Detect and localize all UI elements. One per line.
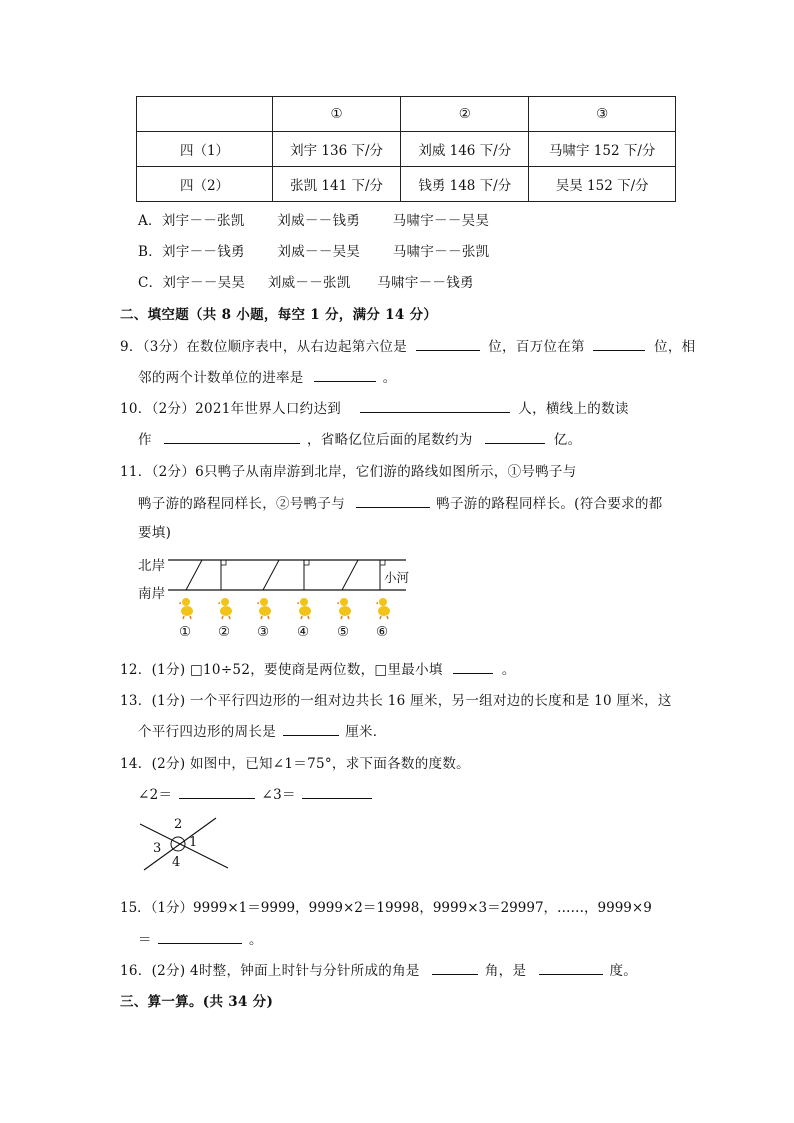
option-b-part: 刘威－－吴昊	[277, 244, 361, 260]
swim-table	[136, 96, 676, 202]
table-cell: 马啸宇 152 下/分	[529, 132, 676, 167]
table-cell: 四（2）	[137, 167, 273, 202]
option-c-part: 马啸宇－－钱勇	[377, 275, 474, 291]
table-row	[137, 167, 676, 202]
question-10-line-1	[120, 397, 629, 417]
answer-blank[interactable]	[485, 431, 545, 444]
answer-blank[interactable]	[314, 369, 376, 382]
vertex-circle	[171, 837, 185, 851]
table-header-cell: ①	[273, 97, 401, 132]
angle-label: 2	[174, 817, 183, 832]
angle-label: 1	[189, 835, 198, 850]
table-header-cell: ②	[401, 97, 529, 132]
question-16	[120, 959, 637, 979]
q12-text: 12．(1分) □10÷52，要使商是两位数，□里最小填	[120, 662, 443, 678]
duck-path-3	[263, 560, 279, 590]
q16-text: 16．(2分) 4时整，钟面上时针与分针所成的角是	[120, 963, 420, 979]
question-10-line-2	[138, 428, 581, 448]
duck-path-5	[342, 560, 358, 590]
q14-text: ∠2＝	[138, 787, 173, 803]
duck-number: ①	[179, 624, 192, 640]
section-3-title: 三、算一算。(共 34 分)	[120, 994, 274, 1010]
q15-text: 。	[249, 932, 263, 948]
duck-number: ③	[257, 624, 270, 640]
duck-path-1	[186, 560, 202, 590]
q13-text: 个平行四边形的周长是	[138, 724, 276, 740]
answer-blank[interactable]	[360, 400, 510, 413]
table-cell: 钱勇 148 下/分	[401, 167, 529, 202]
table-header-row	[137, 97, 676, 132]
q11-text: 鸭子游的路程同样长。(符合要求的都	[436, 496, 663, 512]
answer-blank[interactable]	[432, 962, 478, 975]
duck-number: ⑤	[337, 624, 350, 640]
table-row	[137, 132, 676, 167]
q13-text: 厘米．	[345, 724, 387, 740]
option-a	[138, 209, 489, 229]
option-a-part: A．刘宇－－张凯	[138, 213, 245, 229]
q16-text: 角，是	[484, 963, 527, 979]
angle-label: 3	[153, 841, 162, 856]
answer-blank[interactable]	[453, 661, 493, 674]
option-c-part: 刘威－－张凯	[267, 275, 351, 291]
duck-icon	[337, 594, 353, 620]
option-c-part: C．刘宇－－吴昊	[138, 275, 246, 291]
table-cell: 四（1）	[137, 132, 273, 167]
q10-text: 亿。	[553, 432, 582, 448]
option-b-part: B．刘宇－－钱勇	[138, 244, 245, 260]
right-angle-mark	[380, 560, 385, 565]
option-b	[138, 240, 489, 260]
q16-text: 度。	[609, 963, 638, 979]
question-15-line-2	[138, 928, 263, 948]
south-bank-label: 南岸	[138, 586, 166, 602]
table-header-cell	[137, 97, 273, 132]
question-13-line-1: 13．(1分) 一个平行四边形的一组对边共长 16 厘米，另一组对边的长度和是 10 厘米，这	[120, 693, 672, 709]
right-angle-mark	[221, 560, 226, 565]
question-15-line-1: 15．（1分）9999×1＝9999，9999×2＝19998，9999×3＝29997，……，9999×9	[120, 900, 652, 916]
q11-text: 鸭子游的路程同样长，②号鸭子与	[138, 496, 345, 512]
question-9-line-1	[120, 335, 695, 355]
table-header-cell: ③	[529, 97, 676, 132]
duck-icon	[257, 594, 273, 620]
duck-number: ⑥	[376, 624, 389, 640]
question-13-line-2	[138, 720, 387, 740]
question-14-line-1: 14．(2分) 如图中，已知∠1＝75°，求下面各数的度数。	[120, 756, 470, 772]
answer-blank[interactable]	[416, 338, 480, 351]
answer-blank[interactable]	[593, 338, 645, 351]
option-b-part: 马啸宇－－张凯	[392, 244, 490, 260]
duck-icon	[218, 594, 234, 620]
answer-blank[interactable]	[356, 495, 430, 508]
question-12	[120, 658, 516, 678]
section-2-title: 二、填空题（共 8 小题，每空 1 分，满分 14 分）	[120, 307, 438, 323]
table-cell: 吴昊 152 下/分	[529, 167, 676, 202]
q9-text: 9．（3分）在数位顺序表中，从右边起第六位是	[120, 339, 408, 355]
table-cell: 刘宇 136 下/分	[273, 132, 401, 167]
q9-text: 位，百万位在第	[488, 339, 585, 355]
answer-blank[interactable]	[302, 786, 372, 799]
duck-icon	[376, 594, 392, 620]
right-angle-mark	[304, 560, 309, 565]
answer-blank[interactable]	[283, 723, 339, 736]
table-cell: 张凯 141 下/分	[273, 167, 401, 202]
answer-blank[interactable]	[539, 962, 603, 975]
q15-text: ＝	[138, 932, 152, 948]
q10-text: ，省略亿位后面的尾数约为	[307, 432, 473, 448]
angle-diagram	[136, 814, 236, 876]
answer-blank[interactable]	[164, 431, 300, 444]
q9-text: 位，相	[654, 339, 696, 355]
q9-text: 邻的两个计数单位的进率是	[138, 370, 304, 386]
q10-text: 人，横线上的数读	[518, 401, 629, 417]
question-11-line-2	[138, 492, 663, 512]
option-a-part: 刘威－－钱勇	[277, 213, 361, 229]
q10-text: 10．（2分）2021年世界人口约达到	[120, 401, 342, 417]
question-9-line-2	[138, 366, 397, 386]
option-c	[138, 271, 474, 291]
q10-text: 作	[138, 432, 152, 448]
angle-label: 4	[172, 855, 181, 870]
river-label: 小河	[384, 570, 410, 585]
question-11-line-1: 11．（2分）6只鸭子从南岸游到北岸，它们游的路线如图所示，①号鸭子与	[120, 464, 577, 480]
duck-icon	[179, 594, 195, 620]
question-14-answers	[138, 783, 374, 803]
answer-blank[interactable]	[179, 786, 255, 799]
q12-text: 。	[501, 662, 516, 678]
table-cell: 刘威 146 下/分	[401, 132, 529, 167]
duck-icon	[297, 594, 313, 620]
duck-number: ④	[297, 624, 310, 640]
answer-blank[interactable]	[158, 931, 242, 944]
duck-number: ②	[218, 624, 231, 640]
north-bank-label: 北岸	[138, 558, 166, 574]
q14-text: ∠3＝	[261, 787, 296, 803]
river-diagram	[160, 556, 410, 596]
option-a-part: 马啸宇－－吴昊	[392, 213, 490, 229]
question-11-line-3: 要填)	[138, 525, 172, 541]
q9-text: 。	[382, 370, 397, 386]
